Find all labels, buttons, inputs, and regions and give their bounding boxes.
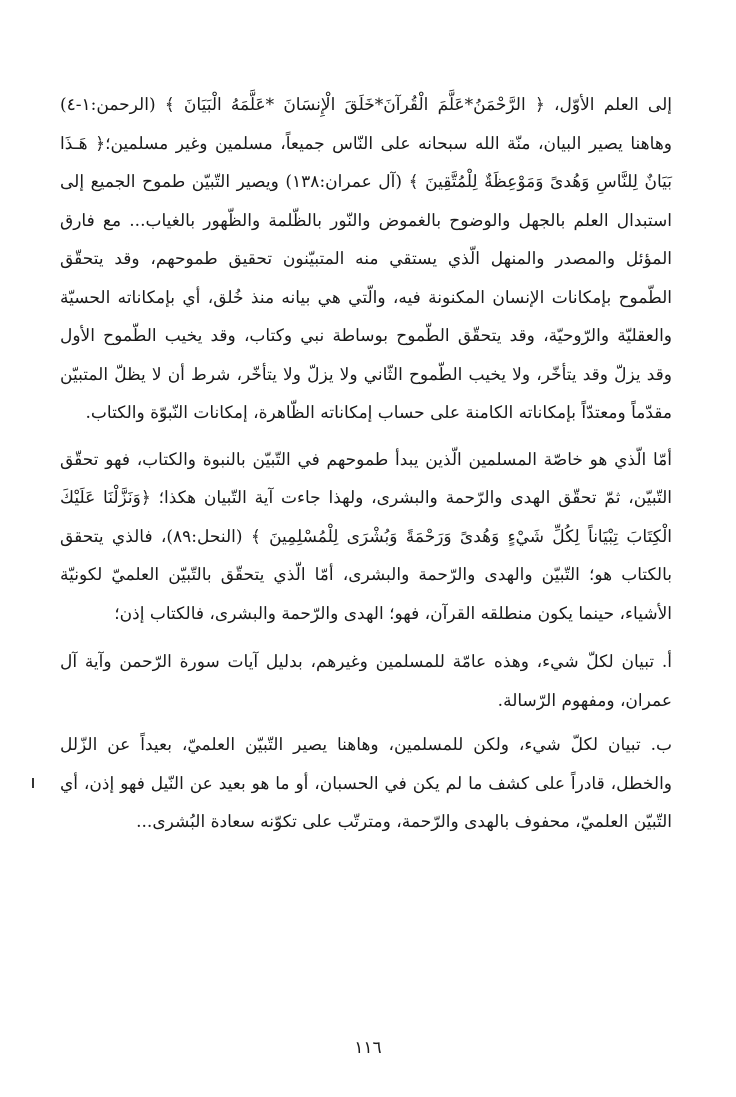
body-text [60, 86, 672, 852]
margin-mark [32, 778, 34, 788]
paragraph-2: أمّا الّذي هو خاصّة المسلمين الّذين يبدأ طموحهم في التّبيّن بالنبوة والكتاب، فهو تحقّق التّبيّن، ثمّ تحقّق الهدى والرّحمة والبشرى، ولهذا جاءت آية التّبيان هكذا؛ ﴿وَنَزَّلْنَا عَلَيْكَ الْكِتَابَ تِبْيَاناً لِكُلِّ شَيْءٍ وَهُدىً وَرَحْمَةً وَبُشْرَى لِلْمُسْلِمِينَ ﴾ (النحل:٨٩)، فالذي يتحقق بالكتاب هو؛ التّبيّن والهدى والرّحمة والبشرى، أمّا الّذي يتحقّق بالتّبيّن العلميّ لكونيّة الأشياء، حينما يكون منطلقه القرآن، فهو؛ الهدى والرّحمة والبشرى، فالكتاب إذن؛ [60, 449, 672, 624]
page-number: ١١٦ [354, 1038, 382, 1058]
paragraph-4: ب. تبيان لكلّ شيء، ولكن للمسلمين، وهاهنا يصير التّبيّن العلميّ، بعيداً عن الزّلل والخطل، قادراً على كشف ما لم يكن في الحسبان، أو ما هو بعيد عن النّيل فهو إذن، أي التّبيّن العلميّ، محفوف بالهدى والرّحمة، ومترتّب على تكوّنه سعادة البُشرى... [60, 735, 672, 832]
paragraph-1: إلى العلم الأوّل، ﴿ الرَّحْمَنُ*عَلَّمَ الْقُرآنَ*خَلَقَ الْإِنسَانَ *عَلَّمَهُ الْبَيَانَ ﴾ (الرحمن:١-٤) وهاهنا يصير البيان، منّة الله سبحانه على النّاس جميعاً، مسلمين وغير مسلمين؛﴿ هَـذَا بَيَانٌ لِلنَّاسِ وَهُدىً وَمَوْعِظَةٌ لِلْمُتَّقِينَ ﴾ (آل عمران:١٣٨) ويصير التّبيّن طموح الجميع إلى استبدال العلم بالجهل والوضوح بالغموض والنّور بالظّلمة والظّهور بالغياب... مع فارق المؤئل والمصدر والمنهل الّذي يستقي منه المتبيّنون تحقيق طموحهم، وقد يتحقّق الطّموح بإمكانات الإنسان المكنونة فيه، والّتي هي بيانه منذ خُلق، أي بإمكاناته الحسيّة والعقليّة والرّوحيّة، وقد يتحقّق الطّموح بوساطة نبي وكتاب، وقد يخيب الطّموح الأول وقد يزلّ وقد يتأخّر، ولا يخيب الطّموح الثّاني ولا يزلّ ولا يتأخّر، شرط أن لا يظلّ المتبيّن مقدّماً ومعتدّاً بإمكاناته الكامنة على حساب إمكاناته الظّاهرة، إمكانات النّبوّة والكتاب. [60, 95, 672, 423]
paragraph-3: أ. تبيان لكلّ شيء، وهذه عامّة للمسلمين وغيرهم، بدليل آيات سورة الرّحمن وآية آل عمران، ومفهوم الرّسالة. [60, 652, 672, 711]
